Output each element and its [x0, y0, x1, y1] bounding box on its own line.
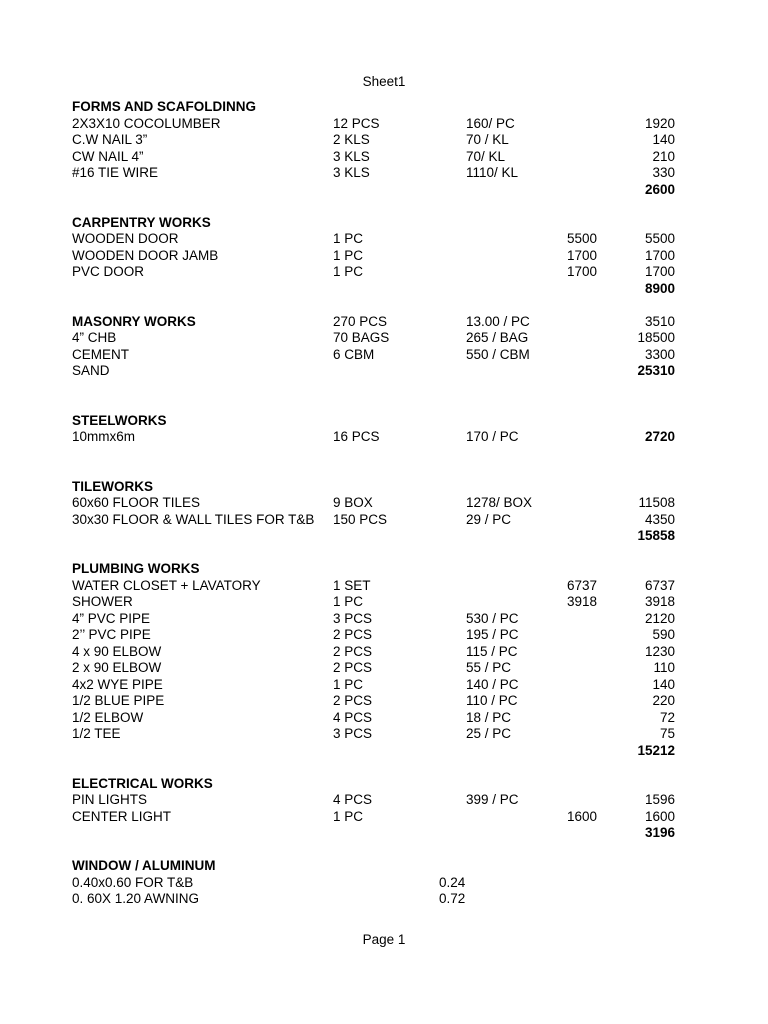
- blank-row: [0, 759, 768, 776]
- blank-row: [0, 446, 768, 463]
- blank-row: [0, 396, 768, 413]
- unit-price-cell: 195 / PC: [466, 627, 519, 642]
- subtotal-row: [0, 825, 768, 842]
- item-row: [0, 512, 768, 529]
- item-desc-cell: CW NAIL 4”: [72, 148, 144, 164]
- item-desc-cell: 0. 60X 1.20 AWNING: [72, 891, 200, 906]
- qty-cell: 2 KLS: [333, 132, 370, 147]
- price-cell: 3918: [567, 594, 598, 609]
- unit-price-cell: 140 / PC: [466, 676, 519, 692]
- qty-cell: 16 PCS: [333, 429, 380, 444]
- item-desc-cell: 1/2 BLUE PIPE: [72, 693, 165, 708]
- item-desc-cell: WATER CLOSET + LAVATORY: [72, 577, 261, 593]
- item-row: [0, 875, 768, 892]
- item-row: [0, 792, 768, 809]
- total-cell: 140: [652, 676, 675, 692]
- unit-price-cell: 115 / PC: [466, 643, 518, 659]
- qty-cell: 3 KLS: [333, 148, 370, 164]
- qty-cell: 4 PCS: [333, 709, 373, 725]
- section-header-row: [0, 314, 768, 331]
- qty-cell: 6 CBM: [333, 346, 375, 362]
- blank-row: [0, 198, 768, 215]
- total-cell: 330: [652, 165, 675, 180]
- qty-cell: 70 BAGS: [333, 330, 390, 345]
- item-desc-cell: 4 x 90 ELBOW: [72, 643, 162, 659]
- price-cell: 1700: [567, 264, 598, 279]
- item-desc-cell: 2 x 90 ELBOW: [72, 660, 162, 675]
- qty-cell: 3 PCS: [333, 726, 373, 741]
- unit-price-cell: 110 / PC: [466, 693, 518, 708]
- blank-row: [0, 380, 768, 397]
- blank-row: [0, 842, 768, 859]
- total-cell: 18500: [637, 330, 675, 345]
- unit-price-cell: 550 / CBM: [466, 346, 530, 362]
- total-cell: 140: [652, 132, 675, 147]
- item-desc-cell: 2X3X10 COCOLUMBER: [72, 115, 221, 131]
- item-row: [0, 264, 768, 281]
- price-cell: 1700: [567, 247, 598, 263]
- total-cell: 110: [653, 660, 675, 675]
- unit-price-cell: 530 / PC: [466, 610, 519, 626]
- item-row: [0, 165, 768, 182]
- section-title: WINDOW / ALUMINUM: [72, 858, 216, 873]
- unit-price-cell: 25 / PC: [466, 726, 512, 741]
- qty-cell: 2 PCS: [333, 627, 373, 642]
- qty-cell: 3 KLS: [333, 165, 370, 180]
- item-desc-cell: 4” CHB: [72, 330, 117, 345]
- unit-price-cell: 160/ PC: [466, 115, 515, 131]
- total-cell: 75: [659, 726, 675, 741]
- qty-cell: 2 PCS: [333, 643, 373, 659]
- item-desc-cell: WOODEN DOOR JAMB: [72, 247, 219, 263]
- total-cell: 1230: [644, 643, 675, 659]
- subtotal-cell: 15858: [637, 528, 675, 543]
- total-cell: 590: [652, 627, 675, 642]
- section-header-row: [0, 215, 768, 232]
- item-desc-cell: 0.40x0.60 FOR T&B: [72, 874, 194, 890]
- blank-row: [0, 297, 768, 314]
- item-desc-cell: 30x30 FLOOR & WALL TILES FOR T&B: [72, 511, 315, 527]
- item-row: [0, 644, 768, 661]
- total-cell: 220: [652, 693, 675, 708]
- item-row: [0, 248, 768, 265]
- subtotal-cell: 2600: [644, 181, 675, 197]
- unit-price-cell: 170 / PC: [466, 429, 519, 444]
- item-desc-cell: #16 TIE WIRE: [72, 165, 159, 180]
- section-title: CARPENTRY WORKS: [72, 214, 211, 230]
- unit-price-cell: 55 / PC: [466, 660, 512, 675]
- item-row: [0, 330, 768, 347]
- qty-cell: 3 PCS: [333, 610, 373, 626]
- item-row: [0, 495, 768, 512]
- total-cell: 1700: [644, 247, 675, 263]
- item-desc-cell: 1/2 TEE: [72, 726, 121, 741]
- total-cell: 3510: [644, 313, 675, 329]
- qty-cell: 4 PCS: [333, 792, 373, 807]
- item-row: [0, 710, 768, 727]
- estimate-table: [0, 99, 768, 908]
- section-title: FORMS AND SCAFOLDINNG: [72, 99, 256, 114]
- item-row: [0, 611, 768, 628]
- section-title: MASONRY WORKS: [72, 313, 196, 329]
- subtotal-cell: 3196: [644, 825, 675, 840]
- section-title: STEELWORKS: [72, 412, 167, 428]
- total-cell: 3300: [644, 346, 675, 362]
- item-desc-cell: 10mmx6m: [72, 429, 136, 444]
- qty-cell: 9 BOX: [333, 495, 373, 510]
- item-desc-cell: SAND: [72, 363, 110, 378]
- total-cell: 2720: [644, 429, 675, 444]
- item-desc-cell: SHOWER: [72, 594, 133, 609]
- item-row: [0, 429, 768, 446]
- item-desc-cell: 4x2 WYE PIPE: [72, 676, 163, 692]
- total-cell: 6737: [644, 577, 675, 593]
- item-row: [0, 116, 768, 133]
- subtotal-row: [0, 281, 768, 298]
- section-header-row: [0, 561, 768, 578]
- section-title: ELECTRICAL WORKS: [72, 775, 213, 791]
- sheet-title: Sheet1: [362, 74, 406, 89]
- price-cell: 6737: [567, 577, 598, 593]
- item-desc-cell: 1/2 ELBOW: [72, 709, 144, 725]
- unit-price-cell: 29 / PC: [466, 511, 512, 527]
- item-row: [0, 677, 768, 694]
- total-cell: 1920: [644, 115, 675, 131]
- total-cell: 72: [659, 709, 675, 725]
- qty-cell: 1 PC: [333, 264, 364, 279]
- qty-cell: 1 PC: [333, 808, 364, 824]
- qty-cell: 1 SET: [333, 577, 371, 593]
- blank-row: [0, 545, 768, 562]
- total-cell: 1600: [644, 808, 675, 824]
- subtotal-cell: 15212: [637, 742, 675, 758]
- section-header-row: [0, 858, 768, 875]
- item-desc-cell: 4” PVC PIPE: [72, 610, 151, 626]
- section-header-row: [0, 99, 768, 116]
- unit-price-cell: 70 / KL: [466, 132, 509, 147]
- item-row: [0, 627, 768, 644]
- total-cell: 11508: [638, 495, 675, 510]
- total-cell: 2120: [644, 610, 675, 626]
- item-row: [0, 891, 768, 908]
- subtotal-cell: 8900: [644, 280, 675, 296]
- item-desc-cell: PIN LIGHTS: [72, 792, 148, 807]
- qty-cell: 2 PCS: [333, 660, 373, 675]
- qty-cell: 1 PC: [333, 594, 364, 609]
- unit-price-cell: 1110/ KL: [466, 165, 519, 180]
- total-cell: 25310: [637, 363, 675, 378]
- unit-price-cell: 13.00 / PC: [466, 313, 530, 329]
- total-cell: 1596: [644, 792, 675, 807]
- item-row: [0, 347, 768, 364]
- total-cell: 210: [652, 148, 675, 164]
- item-desc-cell: CENTER LIGHT: [72, 808, 172, 824]
- item-desc-cell: 2’’ PVC PIPE: [72, 627, 151, 642]
- qty-cell: 1 PC: [333, 231, 364, 246]
- unit-price-cell: 18 / PC: [466, 709, 512, 725]
- qty-cell: 1 PC: [333, 247, 364, 263]
- item-desc-cell: CEMENT: [72, 346, 129, 362]
- total-cell: 5500: [644, 231, 675, 246]
- blank-row: [0, 462, 768, 479]
- total-cell: 3918: [644, 594, 675, 609]
- unit-price-cell: 265 / BAG: [466, 330, 529, 345]
- item-desc-cell: C.W NAIL 3”: [72, 132, 148, 147]
- item-row: [0, 132, 768, 149]
- item-row: [0, 660, 768, 677]
- area-cell: 0.72: [439, 891, 466, 906]
- total-cell: 1700: [644, 264, 675, 279]
- unit-price-cell: 1278/ BOX: [466, 495, 533, 510]
- item-desc-cell: 60x60 FLOOR TILES: [72, 495, 201, 510]
- qty-cell: 12 PCS: [333, 115, 380, 131]
- item-row: [0, 809, 768, 826]
- subtotal-row: [0, 182, 768, 199]
- price-cell: 5500: [567, 231, 598, 246]
- price-cell: 1600: [567, 808, 598, 824]
- subtotal-row: [0, 743, 768, 760]
- subtotal-row: [0, 528, 768, 545]
- item-row: [0, 693, 768, 710]
- section-header-row: [0, 776, 768, 793]
- item-row: [0, 149, 768, 166]
- item-row: [0, 578, 768, 595]
- item-row: [0, 231, 768, 248]
- qty-cell: 270 PCS: [333, 313, 388, 329]
- section-title: PLUMBING WORKS: [72, 561, 200, 576]
- section-header-row: [0, 413, 768, 430]
- qty-cell: 2 PCS: [333, 693, 373, 708]
- section-title: TILEWORKS: [72, 478, 153, 494]
- qty-cell: 150 PCS: [333, 511, 388, 527]
- item-row: [0, 594, 768, 611]
- page-footer: Page 1: [362, 932, 406, 947]
- unit-price-cell: 70/ KL: [466, 148, 506, 164]
- area-cell: 0.24: [439, 874, 466, 890]
- section-header-row: [0, 479, 768, 496]
- item-desc-cell: PVC DOOR: [72, 264, 145, 279]
- total-cell: 4350: [644, 511, 675, 527]
- item-desc-cell: WOODEN DOOR: [72, 231, 179, 246]
- qty-cell: 1 PC: [333, 676, 364, 692]
- unit-price-cell: 399 / PC: [466, 792, 519, 807]
- item-row: [0, 726, 768, 743]
- item-row: [0, 363, 768, 380]
